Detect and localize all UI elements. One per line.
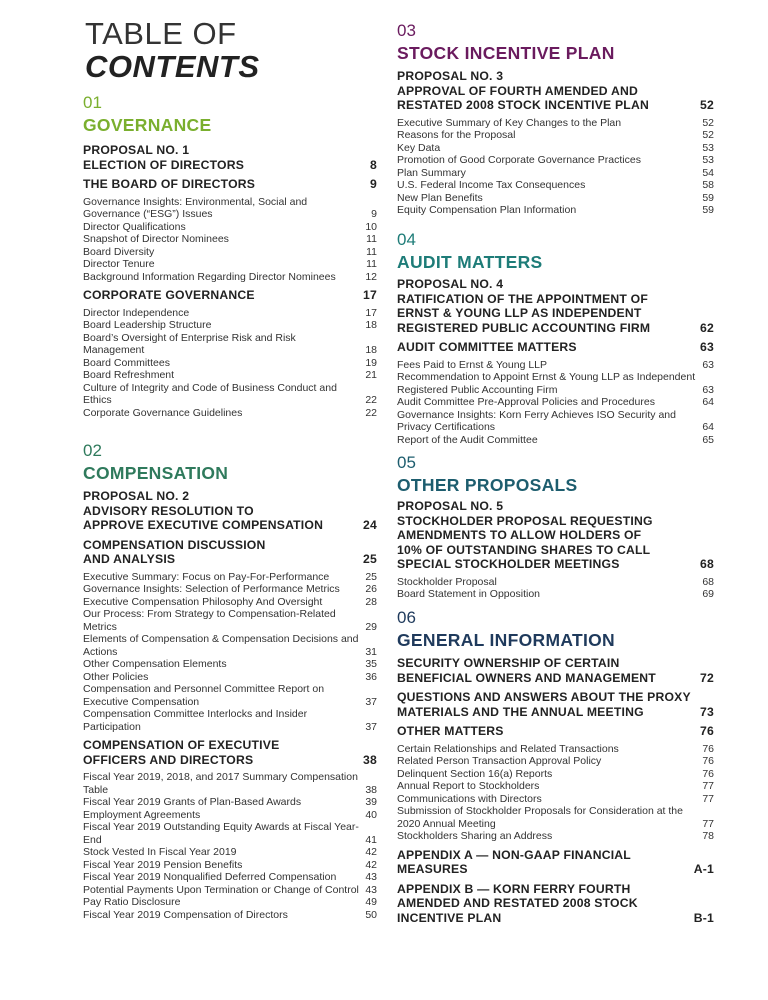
toc-heading-text: PROPOSAL NO. 2 ADVISORY RESOLUTION TO APPROVE EXECUTIVE COMPENSATION: [83, 489, 324, 532]
toc-heading[interactable]: [397, 724, 714, 739]
toc-item-page: 52: [702, 129, 714, 141]
toc-item-text: Board’s Oversight of Enterprise Risk and Risk Management: [83, 331, 296, 356]
toc-item-text: Communications with Directors: [397, 792, 542, 805]
toc-group: [397, 499, 714, 601]
toc-group: [397, 340, 714, 446]
section-03-entries: [397, 69, 714, 217]
toc-item-page: 28: [365, 595, 377, 608]
toc-item[interactable]: [397, 396, 714, 409]
toc-item-text: Background Information Regarding Director Nominees: [83, 270, 336, 283]
toc-item[interactable]: [83, 871, 377, 884]
toc-item[interactable]: [83, 608, 377, 633]
toc-item-page: 11: [366, 258, 377, 270]
toc-group: [83, 538, 377, 734]
toc-item[interactable]: [83, 896, 377, 909]
toc-item-page: 78: [702, 830, 714, 842]
toc-heading-page: 62: [700, 320, 714, 335]
toc-group: [397, 690, 714, 719]
toc-item[interactable]: [83, 258, 377, 271]
toc-heading[interactable]: [397, 656, 714, 685]
toc-item-text: Board Refreshment: [83, 369, 175, 381]
section-01-entries: [83, 143, 377, 419]
toc-item-page: 63: [702, 358, 714, 371]
page-title: [85, 18, 260, 82]
toc-item[interactable]: [397, 142, 714, 155]
toc-item-text: Submission of Stockholder Proposals for Consideration at the 2020 Annual Meeting: [397, 805, 683, 830]
toc-heading[interactable]: [397, 69, 714, 113]
toc-item-page: 42: [365, 846, 377, 858]
toc-item-text: Key Data: [397, 141, 441, 154]
toc-item-text: Delinquent Section 16(a) Reports: [397, 767, 553, 780]
toc-item-page: 58: [702, 179, 714, 191]
toc-heading-page: 52: [700, 98, 714, 112]
section-title: GOVERNANCE: [83, 115, 212, 135]
toc-item[interactable]: [83, 671, 377, 684]
section-title: GENERAL INFORMATION: [397, 630, 615, 650]
toc-item-page: 49: [365, 896, 377, 908]
toc-heading-page: 63: [700, 340, 714, 354]
section-03: [397, 22, 714, 63]
toc-item[interactable]: [83, 683, 377, 708]
section-01: [83, 94, 377, 135]
toc-item-page: 38: [365, 783, 377, 796]
toc-item-page: 18: [365, 344, 377, 356]
toc-item[interactable]: [397, 830, 714, 843]
toc-heading-page: 76: [700, 724, 714, 738]
toc-item-page: 37: [365, 720, 377, 733]
toc-item[interactable]: [397, 805, 714, 830]
toc-item-page: 76: [702, 742, 714, 755]
toc-item[interactable]: [397, 409, 714, 434]
toc-item-text: Corporate Governance Guidelines: [83, 406, 243, 419]
toc-item-page: 26: [365, 583, 377, 595]
toc-heading-text: PROPOSAL NO. 4 RATIFICATION OF THE APPOINTMENT OF ERNST & YOUNG LLP AS INDEPENDENT REGISTERED PUBLIC ACCOUNTING FIRM: [397, 277, 651, 335]
section-02-entries: [83, 489, 377, 921]
toc-item[interactable]: [83, 596, 377, 609]
toc-item-page: 39: [365, 796, 377, 808]
toc-item-page: 22: [365, 406, 377, 419]
toc-item-page: 17: [365, 306, 377, 319]
toc-item[interactable]: [397, 755, 714, 768]
toc-item-text: Elements of Compensation & Compensation Decisions and Actions: [83, 633, 359, 658]
toc-heading-text: PROPOSAL NO. 5 STOCKHOLDER PROPOSAL REQUESTING AMENDMENTS TO ALLOW HOLDERS OF 10% OF OUTSTANDING SHARES TO CALL SPECIAL STOCKHOLDER MEETINGS: [397, 499, 653, 571]
toc-heading[interactable]: [397, 690, 714, 719]
toc-item[interactable]: [83, 884, 377, 897]
toc-item-text: Fiscal Year 2019, 2018, and 2017 Summary Compensation Table: [83, 771, 358, 796]
toc-item-page: 40: [365, 808, 377, 821]
section-number: 06: [397, 608, 416, 627]
toc-item[interactable]: [83, 407, 377, 420]
toc-heading-text: COMPENSATION DISCUSSION AND ANALYSIS: [83, 537, 266, 566]
toc-item-page: 77: [702, 780, 714, 792]
toc-heading[interactable]: [83, 489, 377, 533]
toc-item-list: [83, 771, 377, 921]
toc-item-text: Fees Paid to Ernst & Young LLP: [397, 358, 548, 371]
toc-item-page: 12: [365, 270, 377, 283]
section-02: [83, 442, 377, 483]
toc-item-page: 76: [702, 755, 714, 767]
section-06-entries: [397, 656, 714, 925]
toc-item[interactable]: [83, 796, 377, 809]
toc-item-page: 21: [365, 369, 377, 381]
toc-heading-text: AUDIT COMMITTEE MATTERS: [397, 340, 577, 354]
section-title: AUDIT MATTERS: [397, 252, 543, 272]
toc-item-page: 77: [702, 817, 714, 830]
toc-heading-page: 8: [370, 157, 377, 172]
section-number: 04: [397, 230, 416, 249]
toc-item-text: Fiscal Year 2019 Pension Benefits: [83, 858, 243, 871]
toc-item-text: Promotion of Good Corporate Governance Practices: [397, 154, 641, 166]
toc-item-text: Employment Agreements: [83, 808, 201, 821]
toc-item-text: Certain Relationships and Related Transactions: [397, 742, 619, 755]
toc-item-text: Stockholders Sharing an Address: [397, 830, 553, 842]
toc-heading-text: APPENDIX A — NON-GAAP FINANCIAL MEASURES: [397, 847, 631, 876]
toc-item-text: Snapshot of Director Nominees: [83, 233, 229, 245]
toc-item-page: 59: [702, 204, 714, 216]
toc-item-page: 25: [365, 570, 377, 583]
toc-item-page: 35: [365, 658, 377, 670]
toc-item-text: Recommendation to Appoint Ernst & Young LLP as Independent Registered Public Accounting Firm: [397, 371, 696, 396]
toc-group: [397, 277, 714, 335]
toc-item-text: Director Independence: [83, 306, 190, 319]
toc-item-text: Board Leadership Structure: [83, 319, 212, 331]
toc-heading-text: THE BOARD OF DIRECTORS: [83, 177, 256, 191]
page-title-line1: TABLE OF: [85, 16, 237, 51]
toc-item[interactable]: [83, 809, 377, 822]
toc-heading[interactable]: [397, 882, 714, 926]
toc-item-text: Related Person Transaction Approval Policy: [397, 755, 602, 767]
toc-item-text: Compensation and Personnel Committee Report on Executive Compensation: [83, 683, 325, 708]
section-05-entries: [397, 499, 714, 601]
section-number: 03: [397, 21, 416, 40]
toc-heading[interactable]: [83, 288, 377, 303]
toc-item-list: [397, 359, 714, 447]
toc-item-text: Pay Ratio Disclosure: [83, 896, 181, 908]
toc-item[interactable]: [83, 369, 377, 382]
toc-item-text: Plan Summary: [397, 166, 466, 179]
toc-item-page: 76: [702, 767, 714, 780]
toc-heading-page: 9: [370, 177, 377, 191]
toc-group: [397, 656, 714, 685]
toc-heading[interactable]: [397, 277, 714, 335]
toc-item-page: 54: [702, 166, 714, 179]
section-title: COMPENSATION: [83, 463, 229, 483]
toc-item-page: 9: [371, 208, 377, 220]
toc-item-page: 65: [702, 433, 714, 446]
toc-item-text: Director Qualifications: [83, 220, 186, 233]
toc-heading[interactable]: [83, 538, 377, 567]
toc-item-text: Fiscal Year 2019 Compensation of Directors: [83, 908, 288, 921]
toc-item-page: 53: [702, 154, 714, 166]
toc-item[interactable]: [397, 167, 714, 180]
toc-item[interactable]: [83, 821, 377, 846]
toc-item-page: 22: [365, 394, 377, 406]
toc-item[interactable]: [83, 357, 377, 370]
toc-heading[interactable]: [397, 848, 714, 877]
toc-item-list: [83, 307, 377, 420]
toc-group: [83, 143, 377, 172]
toc-group: [83, 288, 377, 419]
toc-heading-text: CORPORATE GOVERNANCE: [83, 288, 255, 302]
toc-heading-page: 73: [700, 704, 714, 719]
toc-item-page: 68: [702, 575, 714, 588]
toc-item-page: 11: [366, 233, 377, 245]
toc-item-page: 42: [365, 858, 377, 871]
toc-item-text: Fiscal Year 2019 Outstanding Equity Awards at Fiscal Year-End: [83, 821, 359, 846]
toc-item[interactable]: [397, 179, 714, 192]
toc-item-text: Governance Insights: Korn Ferry Achieves ISO Security and Privacy Certifications: [397, 408, 676, 433]
toc-group: [397, 882, 714, 926]
toc-heading-page: 72: [700, 670, 714, 685]
toc-item[interactable]: [397, 780, 714, 793]
toc-heading-text: PROPOSAL NO. 1 ELECTION OF DIRECTORS: [83, 143, 245, 172]
toc-item-text: Board Statement in Opposition: [397, 588, 541, 600]
toc-item-text: Other Compensation Elements: [83, 658, 227, 670]
toc-item-page: 36: [365, 670, 377, 683]
toc-item-page: 18: [365, 319, 377, 331]
toc-item[interactable]: [83, 307, 377, 320]
toc-item-list: [397, 117, 714, 217]
toc-item-text: Board Committees: [83, 356, 170, 369]
toc-item[interactable]: [83, 658, 377, 671]
toc-item-page: 43: [365, 871, 377, 883]
toc-heading-text: PROPOSAL NO. 3 APPROVAL OF FOURTH AMENDED AND RESTATED 2008 STOCK INCENTIVE PLAN: [397, 69, 649, 112]
toc-item-page: 31: [365, 645, 377, 658]
toc-item[interactable]: [83, 233, 377, 246]
toc-group: [83, 489, 377, 533]
toc-item-page: 50: [365, 908, 377, 921]
toc-item[interactable]: [83, 382, 377, 407]
toc-item[interactable]: [397, 192, 714, 205]
toc-item-text: Our Process: From Strategy to Compensation-Related Metrics: [83, 608, 336, 633]
toc-item-text: U.S. Federal Income Tax Consequences: [397, 179, 586, 191]
toc-heading-page: B-1: [693, 910, 714, 925]
section-number: 01: [83, 93, 102, 112]
toc-item[interactable]: [397, 793, 714, 806]
toc-item-text: Governance Insights: Environmental, Social and Governance (“ESG”) Issues: [83, 195, 308, 220]
toc-heading-text: OTHER MATTERS: [397, 724, 504, 738]
toc-heading-text: SECURITY OWNERSHIP OF CERTAIN BENEFICIAL OWNERS AND MANAGEMENT: [397, 656, 656, 685]
toc-item-list: [397, 743, 714, 843]
toc-item[interactable]: [397, 743, 714, 756]
section-number: 02: [83, 441, 102, 460]
toc-item-page: 53: [702, 141, 714, 154]
toc-item[interactable]: [397, 371, 714, 396]
toc-item-text: Other Policies: [83, 670, 149, 683]
toc-item-text: Audit Committee Pre-Approval Policies and Procedures: [397, 396, 655, 408]
toc-item-page: 64: [702, 396, 714, 408]
toc-item-page: 29: [365, 620, 377, 633]
toc-item-list: [83, 196, 377, 284]
toc-item[interactable]: [397, 576, 714, 589]
toc-item-page: 59: [702, 191, 714, 204]
toc-item-page: 11: [366, 245, 377, 258]
toc-heading[interactable]: [83, 738, 377, 767]
toc-heading[interactable]: [83, 143, 377, 172]
toc-item-page: 64: [702, 421, 714, 433]
toc-group: [397, 848, 714, 877]
toc-item-text: Executive Summary: Focus on Pay-For-Performance: [83, 570, 330, 583]
toc-item-text: Fiscal Year 2019 Grants of Plan-Based Awards: [83, 796, 302, 808]
page-title-line2: CONTENTS: [85, 49, 260, 84]
toc-item[interactable]: [397, 129, 714, 142]
toc-group: [83, 177, 377, 283]
toc-item-text: Executive Summary of Key Changes to the Plan: [397, 116, 622, 129]
toc-item-list: [83, 571, 377, 734]
toc-heading[interactable]: [397, 499, 714, 572]
toc-item-list: [397, 576, 714, 601]
toc-item[interactable]: [397, 588, 714, 601]
toc-item[interactable]: [397, 117, 714, 130]
toc-item-text: Executive Compensation Philosophy And Oversight: [83, 595, 323, 608]
toc-item[interactable]: [83, 859, 377, 872]
toc-heading-page: 24: [363, 518, 377, 532]
toc-item-page: 37: [365, 695, 377, 708]
toc-item-page: 77: [702, 792, 714, 805]
toc-item-text: Stockholder Proposal: [397, 575, 497, 588]
toc-heading-page: 25: [363, 552, 377, 566]
section-title: STOCK INCENTIVE PLAN: [397, 43, 615, 63]
toc-item-text: Potential Payments Upon Termination or Change of Control: [83, 883, 359, 896]
toc-item-page: 69: [702, 588, 714, 600]
toc-heading[interactable]: [83, 177, 377, 192]
toc-item[interactable]: [83, 708, 377, 733]
toc-item-text: Annual Report to Stockholders: [397, 780, 540, 792]
toc-group: [83, 738, 377, 921]
toc-item-text: Culture of Integrity and Code of Business Conduct and Ethics: [83, 381, 337, 406]
toc-item[interactable]: [83, 583, 377, 596]
section-04: [397, 231, 714, 272]
toc-item-text: Report of the Audit Committee: [397, 433, 538, 446]
toc-item-page: 19: [365, 356, 377, 369]
toc-item-text: Governance Insights: Selection of Performance Metrics: [83, 583, 340, 595]
toc-heading-text: APPENDIX B — KORN FERRY FOURTH AMENDED AND RESTATED 2008 STOCK INCENTIVE PLAN: [397, 881, 638, 925]
toc-item[interactable]: [83, 633, 377, 658]
toc-heading-text: QUESTIONS AND ANSWERS ABOUT THE PROXY MATERIALS AND THE ANNUAL MEETING: [397, 690, 691, 719]
toc-item[interactable]: [83, 221, 377, 234]
toc-item-page: 52: [702, 116, 714, 129]
toc-item[interactable]: [83, 909, 377, 922]
section-06: [397, 609, 714, 650]
toc-item[interactable]: [83, 271, 377, 284]
toc-heading-page: 38: [363, 752, 377, 767]
toc-item-text: Stock Vested In Fiscal Year 2019: [83, 846, 237, 858]
toc-group: [397, 724, 714, 843]
section-04-entries: [397, 277, 714, 446]
toc-item-text: Compensation Committee Interlocks and Insider Participation: [83, 708, 308, 733]
toc-item-text: Fiscal Year 2019 Nonqualified Deferred Compensation: [83, 871, 337, 883]
toc-item[interactable]: [397, 204, 714, 217]
toc-item[interactable]: [397, 768, 714, 781]
toc-heading-text: COMPENSATION OF EXECUTIVE OFFICERS AND DIRECTORS: [83, 738, 280, 767]
section-05: [397, 454, 714, 495]
toc-heading-page: 68: [700, 557, 714, 571]
section-title: OTHER PROPOSALS: [397, 475, 578, 495]
toc-item-text: Board Diversity: [83, 245, 155, 258]
section-number: 05: [397, 453, 416, 472]
toc-item-page: 10: [365, 220, 377, 233]
toc-item[interactable]: [397, 154, 714, 167]
toc-item[interactable]: [83, 332, 377, 357]
toc-item[interactable]: [83, 846, 377, 859]
toc-heading-page: 17: [363, 288, 377, 302]
toc-item-page: 41: [365, 833, 377, 846]
toc-item[interactable]: [83, 246, 377, 259]
toc-item-page: 43: [365, 883, 377, 896]
toc-item[interactable]: [83, 571, 377, 584]
toc-item[interactable]: [83, 771, 377, 796]
toc-item-text: Reasons for the Proposal: [397, 129, 516, 141]
toc-item-text: Equity Compensation Plan Information: [397, 204, 577, 216]
toc-item[interactable]: [397, 434, 714, 447]
toc-heading-page: A-1: [693, 862, 714, 876]
toc-item[interactable]: [83, 319, 377, 332]
toc-item-text: New Plan Benefits: [397, 191, 483, 204]
toc-item-page: 63: [702, 383, 714, 396]
toc-heading[interactable]: [397, 340, 714, 355]
toc-item-text: Director Tenure: [83, 258, 155, 270]
toc-item[interactable]: [83, 196, 377, 221]
toc-item[interactable]: [397, 359, 714, 372]
toc-group: [397, 69, 714, 217]
